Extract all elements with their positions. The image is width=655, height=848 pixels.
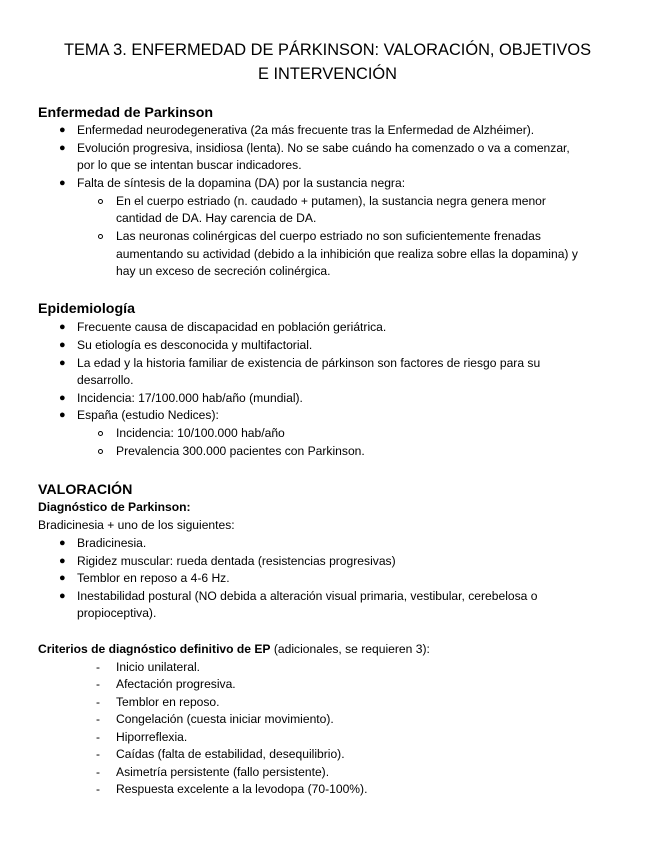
list-item: Bradicinesia. — [77, 536, 147, 550]
bullet-icon: ● — [59, 339, 66, 351]
sub-list-item: Las neuronas colinérgicas del cuerpo estriado no son suficientemente frenadas — [116, 229, 541, 243]
criteria-intro — [38, 641, 430, 659]
criteria-item: Respuesta excelente a la levodopa (70-100%). — [116, 782, 368, 796]
dash-icon: - — [96, 747, 100, 761]
criteria-title: Criterios de diagnóstico definitivo de EP — [38, 642, 271, 656]
criteria-item: Temblor en reposo. — [116, 695, 220, 709]
bullet-icon: ● — [59, 590, 66, 602]
list-item: Evolución progresiva, insidiosa (lenta). No se sabe cuándo ha comenzado o va a comenzar, — [77, 141, 570, 155]
bullet-icon: ● — [59, 142, 66, 154]
list-item: Su etiología es desconocida y multifactorial. — [77, 338, 313, 352]
list-item: Falta de síntesis de la dopamina (DA) por la sustancia negra: — [77, 176, 406, 190]
sub-bullet-icon — [98, 449, 103, 454]
bullet-icon: ● — [59, 177, 66, 189]
sub-list-item: Incidencia: 10/100.000 hab/año — [116, 426, 285, 440]
bullet-icon: ● — [59, 555, 66, 567]
list-item: Rigidez muscular: rueda dentada (resistencias progresivas) — [77, 554, 396, 568]
criteria-item: Inicio unilateral. — [116, 660, 201, 674]
list-item: Inestabilidad postural (NO debida a alteración visual primaria, vestibular, cerebelosa o — [77, 589, 538, 603]
sub-bullet-icon — [98, 431, 103, 436]
dash-icon: - — [96, 730, 100, 744]
dash-icon: - — [96, 782, 100, 796]
dash-icon: - — [96, 695, 100, 709]
section-heading-valoracion: VALORACIÓN — [38, 482, 133, 498]
bullet-icon: ● — [59, 572, 66, 584]
criteria-item: Asimetría persistente (fallo persistente). — [116, 765, 330, 779]
subheading-diagnostico: Diagnóstico de Parkinson: — [38, 500, 191, 514]
criteria-item: Congelación (cuesta iniciar movimiento). — [116, 712, 334, 726]
dash-icon: - — [96, 765, 100, 779]
list-item-continuation: desarrollo. — [77, 373, 134, 387]
sub-list-item-continuation: cantidad de DA. Hay carencia de DA. — [116, 211, 317, 225]
list-item: Incidencia: 17/100.000 hab/año (mundial). — [77, 391, 303, 405]
bullet-icon: ● — [59, 357, 66, 369]
list-item: Temblor en reposo a 4-6 Hz. — [77, 571, 230, 585]
section-heading-parkinson: Enfermedad de Parkinson — [38, 105, 214, 121]
dash-icon: - — [96, 660, 100, 674]
dash-icon: - — [96, 712, 100, 726]
list-item-continuation: por lo que se intentan buscar indicadores. — [77, 158, 302, 172]
intro-text: Bradicinesia + uno de los siguientes: — [38, 518, 235, 532]
sub-list-item: En el cuerpo estriado (n. caudado + putamen), la sustancia negra genera menor — [116, 194, 546, 208]
section-heading-epidemiologia: Epidemiología — [38, 301, 135, 317]
page-title — [30, 38, 625, 86]
title-line-2: E INTERVENCIÓN — [257, 65, 398, 83]
sub-list-item-continuation: aumentando su actividad (debido a la inhibición que realiza sobre ellas la dopamina) y — [116, 247, 578, 261]
sub-bullet-icon — [98, 234, 103, 239]
bullet-icon: ● — [59, 409, 66, 421]
list-item: La edad y la historia familiar de existencia de párkinson son factores de riesgo para su — [77, 356, 541, 370]
dash-icon: - — [96, 677, 100, 691]
title-line-1: TEMA 3. ENFERMEDAD DE PÁRKINSON: VALORACIÓN, OBJETIVOS — [63, 41, 592, 59]
criteria-item: Caídas (falta de estabilidad, desequilibrio). — [116, 747, 345, 761]
bullet-icon: ● — [59, 124, 66, 136]
sub-bullet-icon — [98, 199, 103, 204]
criteria-note: (adicionales, se requieren 3): — [270, 642, 430, 656]
criteria-item: Hiporreflexia. — [116, 730, 188, 744]
list-item: España (estudio Nedices): — [77, 408, 219, 422]
sub-list-item: Prevalencia 300.000 pacientes con Parkinson. — [116, 444, 365, 458]
list-item-continuation: propioceptiva). — [77, 606, 157, 620]
sub-list-item-continuation: hay un exceso de secreción colinérgica. — [116, 264, 331, 278]
bullet-icon: ● — [59, 321, 66, 333]
bullet-icon: ● — [59, 537, 66, 549]
bullet-icon: ● — [59, 392, 66, 404]
list-item: Enfermedad neurodegenerativa (2a más frecuente tras la Enfermedad de Alzhéimer). — [77, 123, 535, 137]
list-item: Frecuente causa de discapacidad en población geriátrica. — [77, 320, 387, 334]
criteria-item: Afectación progresiva. — [116, 677, 236, 691]
